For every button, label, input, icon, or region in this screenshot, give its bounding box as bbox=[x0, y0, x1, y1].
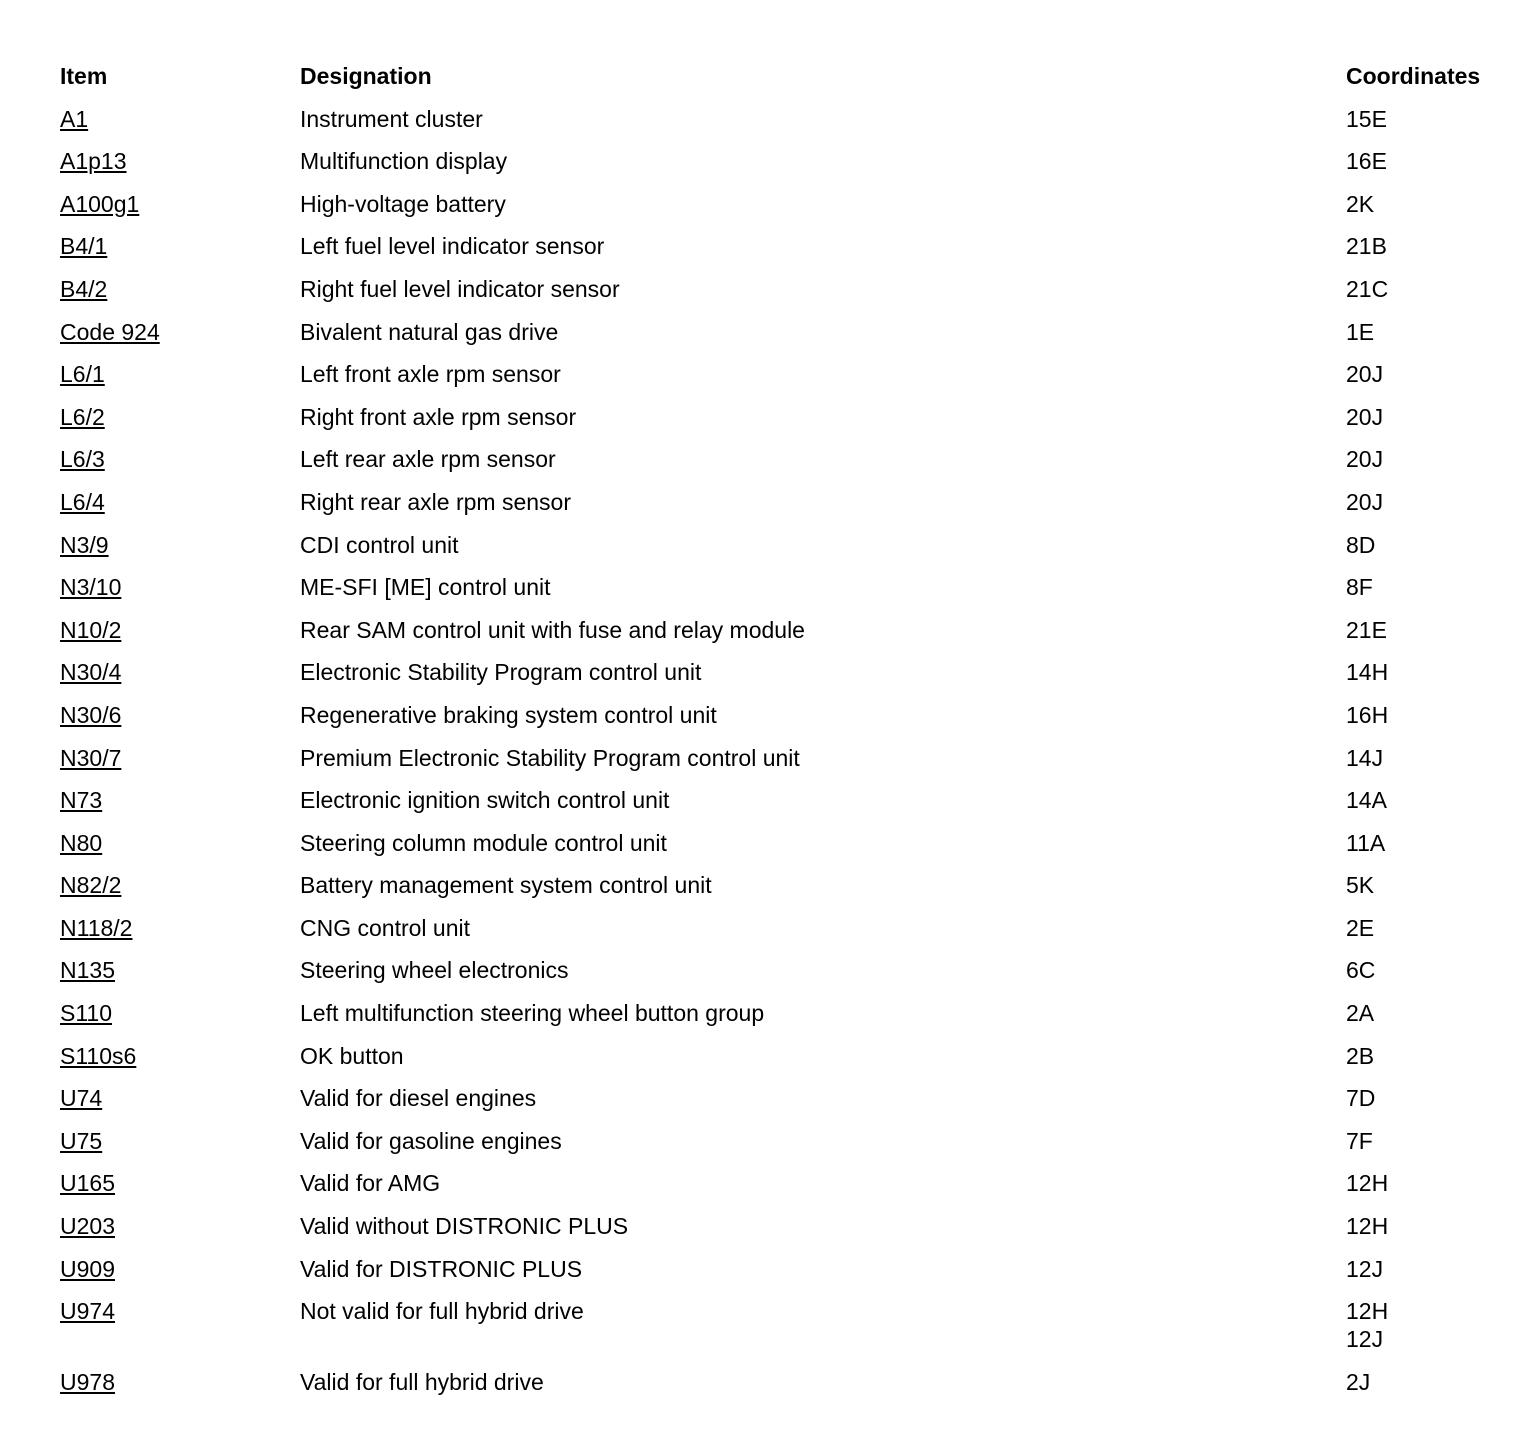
table-row bbox=[60, 907, 1520, 950]
coordinate-value: 21E bbox=[1346, 616, 1387, 643]
table-row bbox=[60, 779, 1520, 822]
coordinate-value: 2A bbox=[1346, 1000, 1375, 1027]
designation-cell: Electronic ignition switch control unit bbox=[300, 787, 670, 814]
designation-cell: Bivalent natural gas drive bbox=[300, 318, 559, 345]
item-link[interactable]: N80 bbox=[60, 829, 103, 856]
coordinates-cell bbox=[1346, 1212, 1520, 1240]
coordinate-value: 14A bbox=[1346, 787, 1387, 814]
designation-cell: Instrument cluster bbox=[300, 105, 483, 132]
designation-cell: Right front axle rpm sensor bbox=[300, 403, 577, 430]
coordinate-value: 2J bbox=[1346, 1368, 1371, 1395]
table-row bbox=[60, 353, 1520, 396]
coordinates-cell bbox=[1346, 1169, 1520, 1197]
item-link[interactable]: B4/1 bbox=[60, 233, 108, 260]
table-row bbox=[60, 311, 1520, 354]
item-link[interactable]: B4/2 bbox=[60, 275, 108, 302]
designation-cell: Left fuel level indicator sensor bbox=[300, 233, 605, 260]
item-link[interactable]: N30/4 bbox=[60, 659, 122, 686]
item-link[interactable]: N118/2 bbox=[60, 914, 133, 941]
designation-cell: Not valid for full hybrid drive bbox=[300, 1298, 584, 1325]
item-link[interactable]: U909 bbox=[60, 1255, 115, 1282]
table-header bbox=[60, 55, 1520, 98]
coordinate-value: 16H bbox=[1346, 701, 1389, 728]
designation-cell: Right fuel level indicator sensor bbox=[300, 275, 620, 302]
coordinate-value: 20J bbox=[1346, 488, 1384, 515]
coordinates-cell bbox=[1346, 232, 1520, 260]
item-link[interactable]: L6/4 bbox=[60, 488, 105, 515]
coordinates-cell bbox=[1346, 956, 1520, 984]
item-link[interactable]: N3/10 bbox=[60, 574, 122, 601]
coordinate-value: 21B bbox=[1346, 233, 1387, 260]
item-link[interactable]: N30/6 bbox=[60, 701, 122, 728]
table-row bbox=[60, 524, 1520, 567]
coordinates-cell bbox=[1346, 658, 1520, 686]
item-link[interactable]: L6/3 bbox=[60, 446, 105, 473]
item-link[interactable]: Code 924 bbox=[60, 318, 160, 345]
designation-cell: CNG control unit bbox=[300, 914, 471, 941]
designation-cell: High-voltage battery bbox=[300, 190, 506, 217]
coordinates-cell bbox=[1346, 616, 1520, 644]
header-item: Item bbox=[60, 63, 108, 89]
table-row bbox=[60, 822, 1520, 865]
designation-cell: Valid for gasoline engines bbox=[300, 1127, 562, 1154]
coordinates-cell bbox=[1346, 190, 1520, 218]
item-link[interactable]: N82/2 bbox=[60, 872, 122, 899]
coordinate-value: 14J bbox=[1346, 744, 1384, 771]
coordinates-cell bbox=[1346, 403, 1520, 431]
coordinates-cell bbox=[1346, 445, 1520, 473]
designation-cell: Valid without DISTRONIC PLUS bbox=[300, 1213, 629, 1240]
item-link[interactable]: N73 bbox=[60, 787, 103, 814]
item-link[interactable]: L6/2 bbox=[60, 403, 105, 430]
coordinate-value: 20J bbox=[1346, 361, 1384, 388]
item-link[interactable]: U203 bbox=[60, 1213, 115, 1240]
table-row bbox=[60, 1205, 1520, 1248]
designation-cell: Rear SAM control unit with fuse and relay module bbox=[300, 616, 805, 643]
coordinate-value: 7D bbox=[1346, 1085, 1376, 1112]
coordinates-cell bbox=[1346, 488, 1520, 516]
coordinates-cell bbox=[1346, 1084, 1520, 1112]
item-link[interactable]: N10/2 bbox=[60, 616, 122, 643]
designation-cell: Left multifunction steering wheel button group bbox=[300, 1000, 765, 1027]
designation-cell: CDI control unit bbox=[300, 531, 459, 558]
coordinate-value: 11A bbox=[1346, 829, 1386, 856]
coordinate-value: 2E bbox=[1346, 914, 1375, 941]
coordinate-value: 15E bbox=[1346, 105, 1387, 132]
item-link[interactable]: U74 bbox=[60, 1085, 103, 1112]
table-row bbox=[60, 949, 1520, 992]
coordinate-value: 20J bbox=[1346, 403, 1384, 430]
item-link[interactable]: U75 bbox=[60, 1127, 103, 1154]
coordinate-value: 21C bbox=[1346, 275, 1389, 302]
designation-cell: Valid for AMG bbox=[300, 1170, 441, 1197]
item-link[interactable]: A1p13 bbox=[60, 148, 127, 175]
item-link[interactable]: S110s6 bbox=[60, 1042, 137, 1069]
table-row bbox=[60, 1077, 1520, 1120]
designation-cell: Right rear axle rpm sensor bbox=[300, 488, 571, 515]
item-link[interactable]: N135 bbox=[60, 957, 115, 984]
item-link[interactable]: U978 bbox=[60, 1368, 115, 1395]
designation-cell: Left rear axle rpm sensor bbox=[300, 446, 556, 473]
table-row bbox=[60, 1162, 1520, 1205]
coordinate-value: 6C bbox=[1346, 957, 1376, 984]
coordinates-cell bbox=[1346, 105, 1520, 133]
table-row bbox=[60, 1035, 1520, 1078]
table-row bbox=[60, 992, 1520, 1035]
designation-cell: Premium Electronic Stability Program control unit bbox=[300, 744, 800, 771]
designation-cell: Electronic Stability Program control unit bbox=[300, 659, 702, 686]
coordinate-value: 12J bbox=[1346, 1326, 1384, 1353]
coordinate-value: 12J bbox=[1346, 1255, 1384, 1282]
table-body bbox=[60, 98, 1520, 1404]
designation-cell: Steering column module control unit bbox=[300, 829, 667, 856]
header-coordinates: Coordinates bbox=[1346, 63, 1481, 89]
coordinates-cell bbox=[1346, 1297, 1520, 1353]
table-row bbox=[60, 481, 1520, 524]
designation-cell: Valid for DISTRONIC PLUS bbox=[300, 1255, 583, 1282]
table-row bbox=[60, 864, 1520, 907]
table-row bbox=[60, 438, 1520, 481]
table-row bbox=[60, 98, 1520, 141]
table-row bbox=[60, 694, 1520, 737]
coordinates-cell bbox=[1346, 531, 1520, 559]
coordinate-value: 5K bbox=[1346, 872, 1375, 899]
designation-cell: ME-SFI [ME] control unit bbox=[300, 574, 551, 601]
table-row bbox=[60, 1248, 1520, 1291]
item-link[interactable]: S110 bbox=[60, 1000, 113, 1027]
coordinates-cell bbox=[1346, 786, 1520, 814]
table-row bbox=[60, 737, 1520, 780]
table-row bbox=[60, 609, 1520, 652]
item-link[interactable]: N30/7 bbox=[60, 744, 122, 771]
coordinate-value: 20J bbox=[1346, 446, 1384, 473]
coordinate-value: 7F bbox=[1346, 1127, 1373, 1154]
coordinate-value: 16E bbox=[1346, 148, 1387, 175]
table-row bbox=[60, 1290, 1520, 1361]
item-link[interactable]: N3/9 bbox=[60, 531, 109, 558]
coordinate-value: 1E bbox=[1346, 318, 1375, 345]
coordinates-cell bbox=[1346, 871, 1520, 899]
coordinate-value: 8F bbox=[1346, 574, 1373, 601]
designation-cell: Valid for full hybrid drive bbox=[300, 1368, 544, 1395]
table-row bbox=[60, 651, 1520, 694]
designation-cell: Valid for diesel engines bbox=[300, 1085, 537, 1112]
item-link[interactable]: U974 bbox=[60, 1298, 115, 1325]
designation-cell: Battery management system control unit bbox=[300, 872, 712, 899]
item-link[interactable]: L6/1 bbox=[60, 361, 105, 388]
designation-cell: Regenerative braking system control unit bbox=[300, 701, 717, 728]
coordinate-value: 12H bbox=[1346, 1170, 1389, 1197]
item-link[interactable]: U165 bbox=[60, 1170, 115, 1197]
table-row bbox=[60, 566, 1520, 609]
coordinates-cell bbox=[1346, 829, 1520, 857]
item-link[interactable]: A100g1 bbox=[60, 190, 140, 217]
designation-cell: Multifunction display bbox=[300, 148, 508, 175]
coordinates-cell bbox=[1346, 1127, 1520, 1155]
designation-cell: Left front axle rpm sensor bbox=[300, 361, 561, 388]
coordinate-value: 14H bbox=[1346, 659, 1389, 686]
coordinates-cell bbox=[1346, 318, 1520, 346]
item-link[interactable]: A1 bbox=[60, 105, 89, 132]
coordinates-cell bbox=[1346, 1042, 1520, 1070]
table-row bbox=[60, 183, 1520, 226]
coordinate-value: 12H bbox=[1346, 1213, 1389, 1240]
coordinate-value: 2K bbox=[1346, 190, 1375, 217]
coordinate-value: 2B bbox=[1346, 1042, 1375, 1069]
table-row bbox=[60, 140, 1520, 183]
table-row bbox=[60, 396, 1520, 439]
coordinates-cell bbox=[1346, 360, 1520, 388]
coordinates-cell bbox=[1346, 1368, 1520, 1396]
coordinates-cell bbox=[1346, 275, 1520, 303]
table-row bbox=[60, 1120, 1520, 1163]
coordinate-value: 8D bbox=[1346, 531, 1376, 558]
header-designation: Designation bbox=[300, 63, 432, 89]
designation-cell: OK button bbox=[300, 1042, 404, 1069]
coordinate-value: 12H bbox=[1346, 1298, 1389, 1325]
coordinates-cell bbox=[1346, 744, 1520, 772]
designation-cell: Steering wheel electronics bbox=[300, 957, 569, 984]
coordinates-cell bbox=[1346, 999, 1520, 1027]
table-row bbox=[60, 225, 1520, 268]
coordinates-cell bbox=[1346, 573, 1520, 601]
coordinates-cell bbox=[1346, 147, 1520, 175]
table-row bbox=[60, 268, 1520, 311]
table-row bbox=[60, 1361, 1520, 1404]
coordinates-cell bbox=[1346, 701, 1520, 729]
coordinates-cell bbox=[1346, 1255, 1520, 1283]
legend-table bbox=[60, 55, 1520, 1403]
coordinates-cell bbox=[1346, 914, 1520, 942]
